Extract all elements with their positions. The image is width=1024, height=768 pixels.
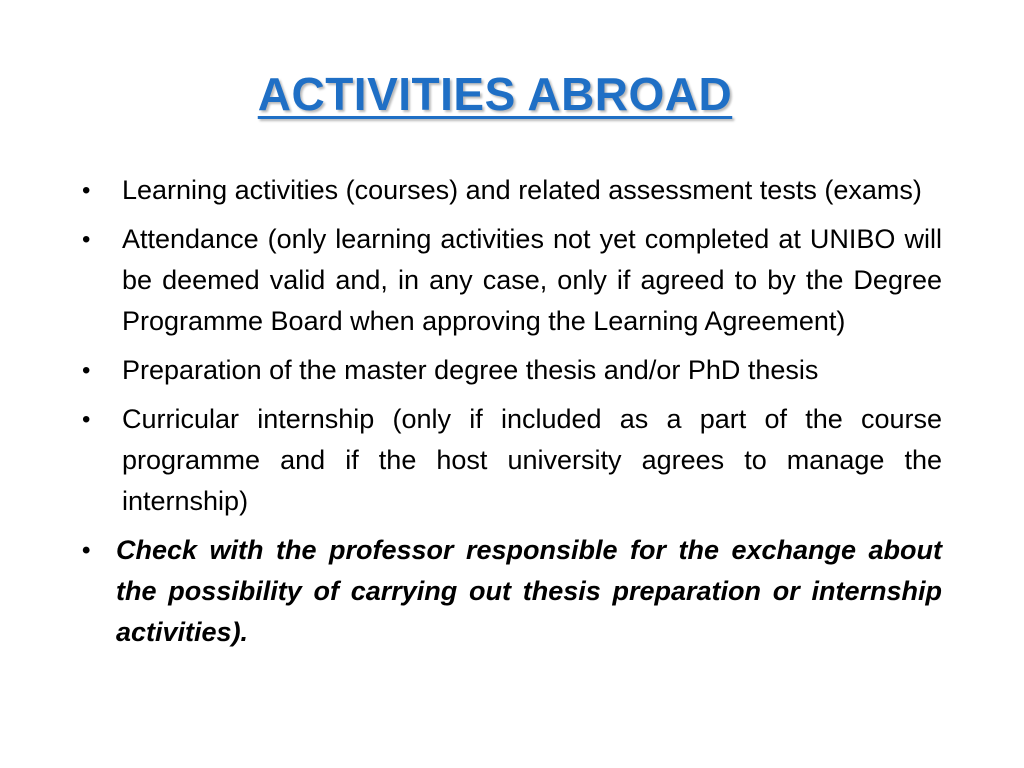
bullet-text: Check with the professor responsible for the exchange about the possibility of carrying out thesis preparation or internship activities). (116, 535, 942, 647)
bullet-icon: • (82, 537, 91, 564)
bullet-icon: • (82, 406, 91, 433)
slide-title: ACTIVITIES ABROAD (257, 68, 733, 120)
bullet-text: Preparation of the master degree thesis and/or PhD thesis (122, 355, 819, 385)
bullet-item-check-with-professor (78, 530, 942, 653)
bullet-item-attendance (78, 219, 942, 342)
bullet-item-curricular-internship (78, 399, 942, 522)
bullet-text: Curricular internship (only if included as a part of the course programme and if the host university agrees to manage the internship) (122, 404, 942, 516)
bullet-icon: • (82, 357, 91, 384)
bullet-item-thesis-preparation (78, 350, 942, 391)
bullet-icon: • (82, 226, 91, 253)
bullet-item-learning-activities (78, 170, 942, 211)
bullet-icon: • (82, 177, 91, 204)
bullet-list (78, 170, 942, 661)
bullet-text: Attendance (only learning activities not yet completed at UNIBO will be deemed valid and, in any case, only if agreed to by the Degree Programme Board when approving the Learning Agreement) (122, 224, 942, 336)
bullet-text: Learning activities (courses) and related assessment tests (exams) (122, 175, 922, 205)
